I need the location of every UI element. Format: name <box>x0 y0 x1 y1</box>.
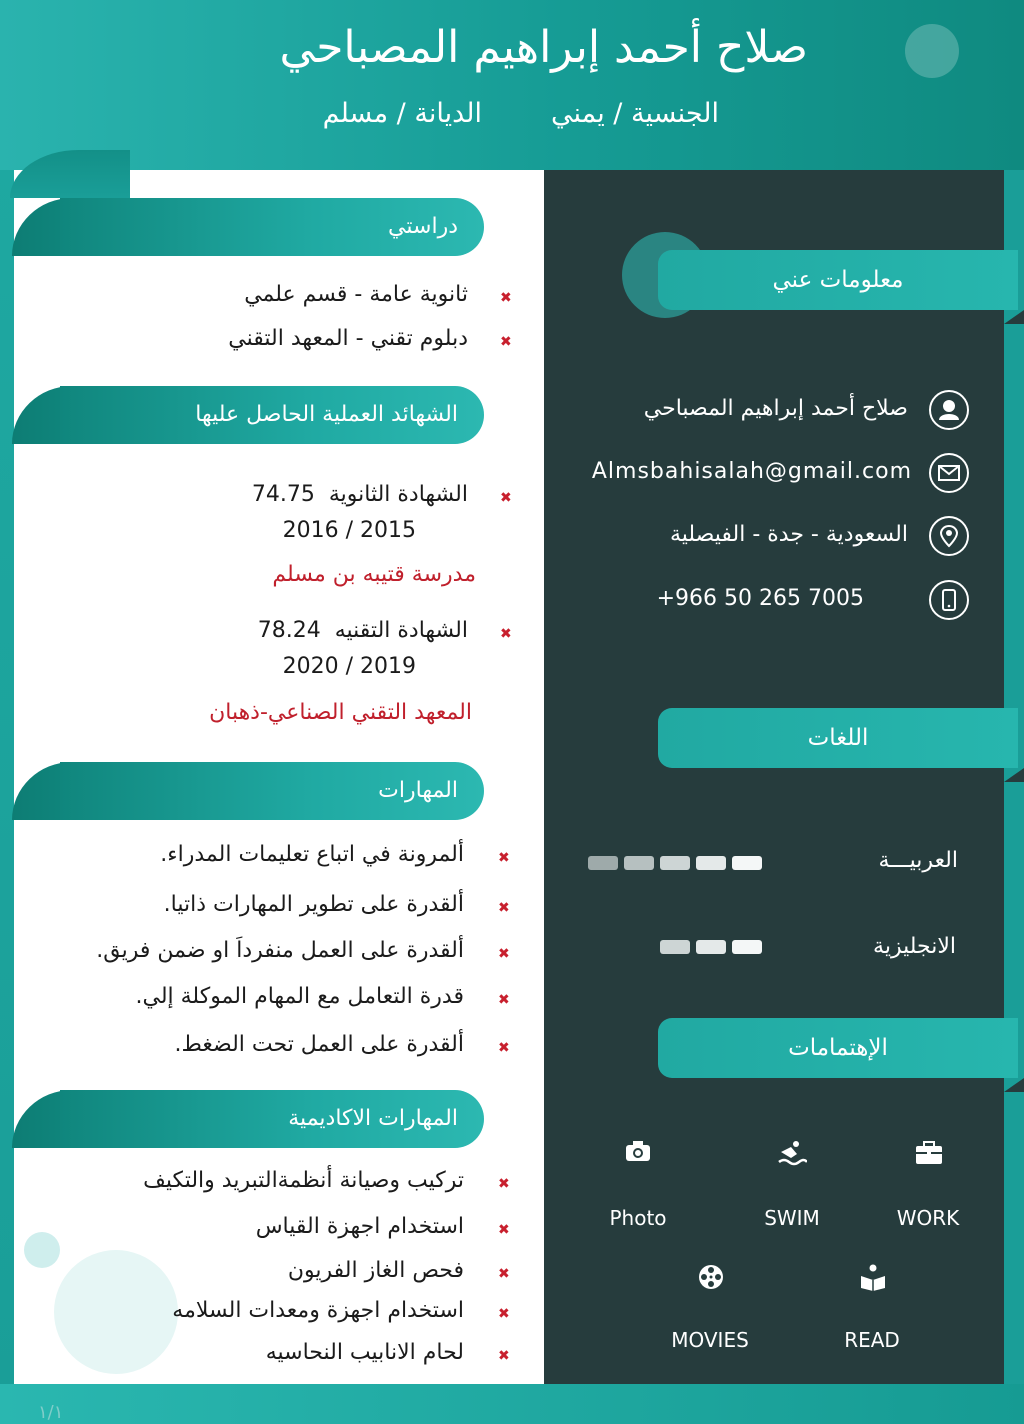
interest-label-movies: MOVIES <box>671 1328 749 1352</box>
bottom-band <box>0 1384 1024 1424</box>
interest-label-read: READ <box>844 1328 900 1352</box>
briefcase-icon <box>914 1138 944 1168</box>
language-level-bar <box>588 940 762 954</box>
language-level-segment <box>660 940 690 954</box>
envelope-icon <box>929 453 969 493</box>
location-pin-icon <box>929 516 969 556</box>
bullet-icon: ✖ <box>498 1176 510 1192</box>
language-level-segment <box>660 856 690 870</box>
bullet-icon: ✖ <box>498 1040 510 1056</box>
page-title: صلاح أحمد إبراهيم المصباحي <box>279 22 808 73</box>
language-level-segment <box>732 856 762 870</box>
decor-circle <box>54 1250 178 1374</box>
skill-item: ألقدرة على العمل منفرداَ او ضمن فريق. <box>96 938 464 963</box>
mobile-phone-icon <box>929 580 969 620</box>
language-level-segment <box>588 856 618 870</box>
education-item-1: ثانوية عامة - قسم علمي <box>244 282 468 307</box>
bullet-icon: ✖ <box>498 1266 510 1282</box>
swim-icon <box>777 1138 807 1168</box>
bullet-icon: ✖ <box>500 490 512 506</box>
sidebar-panel <box>544 170 1004 1424</box>
academic-skill-item: لحام الانابيب النحاسيه <box>265 1340 464 1365</box>
section-header-academic-skills: المهارات الاكاديمية <box>60 1090 484 1148</box>
sidebar-header-languages: اللغات <box>658 708 1018 768</box>
skill-item: قدرة التعامل مع المهام الموكلة إلي. <box>135 984 464 1009</box>
bullet-icon: ✖ <box>500 290 512 306</box>
bullet-icon: ✖ <box>498 992 510 1008</box>
sidebar-header-about: معلومات عني <box>658 250 1018 310</box>
academic-skill-item: استخدام اجهزة ومعدات السلامه <box>172 1298 464 1323</box>
religion-text: الديانة / مسلم <box>322 98 482 129</box>
bullet-icon: ✖ <box>500 334 512 350</box>
certificate-2-school: المعهد التقني الصناعي-ذهبان <box>209 700 472 725</box>
interest-label-swim: SWIM <box>764 1206 820 1230</box>
left-teal-strip <box>0 0 14 1424</box>
language-level-segment <box>624 856 654 870</box>
bullet-icon: ✖ <box>498 946 510 962</box>
language-name: الانجليزية <box>873 934 956 959</box>
section-header-certificates: الشهائد العملية الحاصل عليها <box>60 386 484 444</box>
certificate-2-name: الشهادة التقنيه 78.24 <box>257 618 468 643</box>
language-level-bar <box>588 856 762 870</box>
interest-label-work: WORK <box>896 1206 960 1230</box>
bullet-icon: ✖ <box>498 850 510 866</box>
page-number: ١/١ <box>38 1402 64 1423</box>
skill-item: ألقدرة على تطوير المهارات ذاتيا. <box>163 892 464 917</box>
education-item-2: دبلوم تقني - المعهد التقني <box>228 326 468 351</box>
certificate-2-years: 2019 / 2020 <box>282 654 416 679</box>
section-header-education: دراستي <box>60 198 484 256</box>
section-header-skills: المهارات <box>60 762 484 820</box>
bullet-icon: ✖ <box>498 1306 510 1322</box>
certificate-1-name: الشهادة الثانوية 74.75 <box>251 482 468 507</box>
academic-skill-item: تركيب وصيانة أنظمةالتبريد والتكيف <box>143 1168 464 1193</box>
contact-email[interactable]: Almsbahisalah@gmail.com <box>591 459 912 484</box>
header-decor-circle <box>905 24 959 78</box>
academic-skill-item: فحص الغاز الفريون <box>287 1258 464 1283</box>
language-name: العربيـــة <box>878 848 958 873</box>
user-icon <box>929 390 969 430</box>
contact-location: السعودية - جدة - الفيصلية <box>669 522 908 547</box>
bullet-icon: ✖ <box>498 900 510 916</box>
bullet-icon: ✖ <box>498 1348 510 1364</box>
contact-name: صلاح أحمد إبراهيم المصباحي <box>643 396 908 421</box>
language-level-segment <box>696 940 726 954</box>
certificate-1-school: مدرسة قتيبه بن مسلم <box>272 562 476 587</box>
language-level-segment <box>696 856 726 870</box>
language-level-segment <box>732 940 762 954</box>
sidebar-edge-strip <box>1004 170 1024 1424</box>
academic-skill-item: استخدام اجهزة القياس <box>255 1214 464 1239</box>
sidebar-header-interests: الإهتمامات <box>658 1018 1018 1078</box>
decor-circle <box>24 1232 60 1268</box>
contact-phone[interactable]: +966 50 265 7005 <box>656 586 864 611</box>
bullet-icon: ✖ <box>500 626 512 642</box>
nationality-text: الجنسية / يمني <box>550 98 719 129</box>
interest-label-photo: Photo <box>609 1206 667 1230</box>
bullet-icon: ✖ <box>498 1222 510 1238</box>
certificate-1-years: 2015 / 2016 <box>282 518 416 543</box>
skill-item: ألقدرة على العمل تحت الضغط. <box>174 1032 464 1057</box>
reading-icon <box>858 1262 888 1292</box>
film-reel-icon <box>696 1262 726 1292</box>
skill-item: ألمرونة في اتباع تعليمات المدراء. <box>160 842 464 867</box>
camera-icon <box>623 1136 653 1166</box>
